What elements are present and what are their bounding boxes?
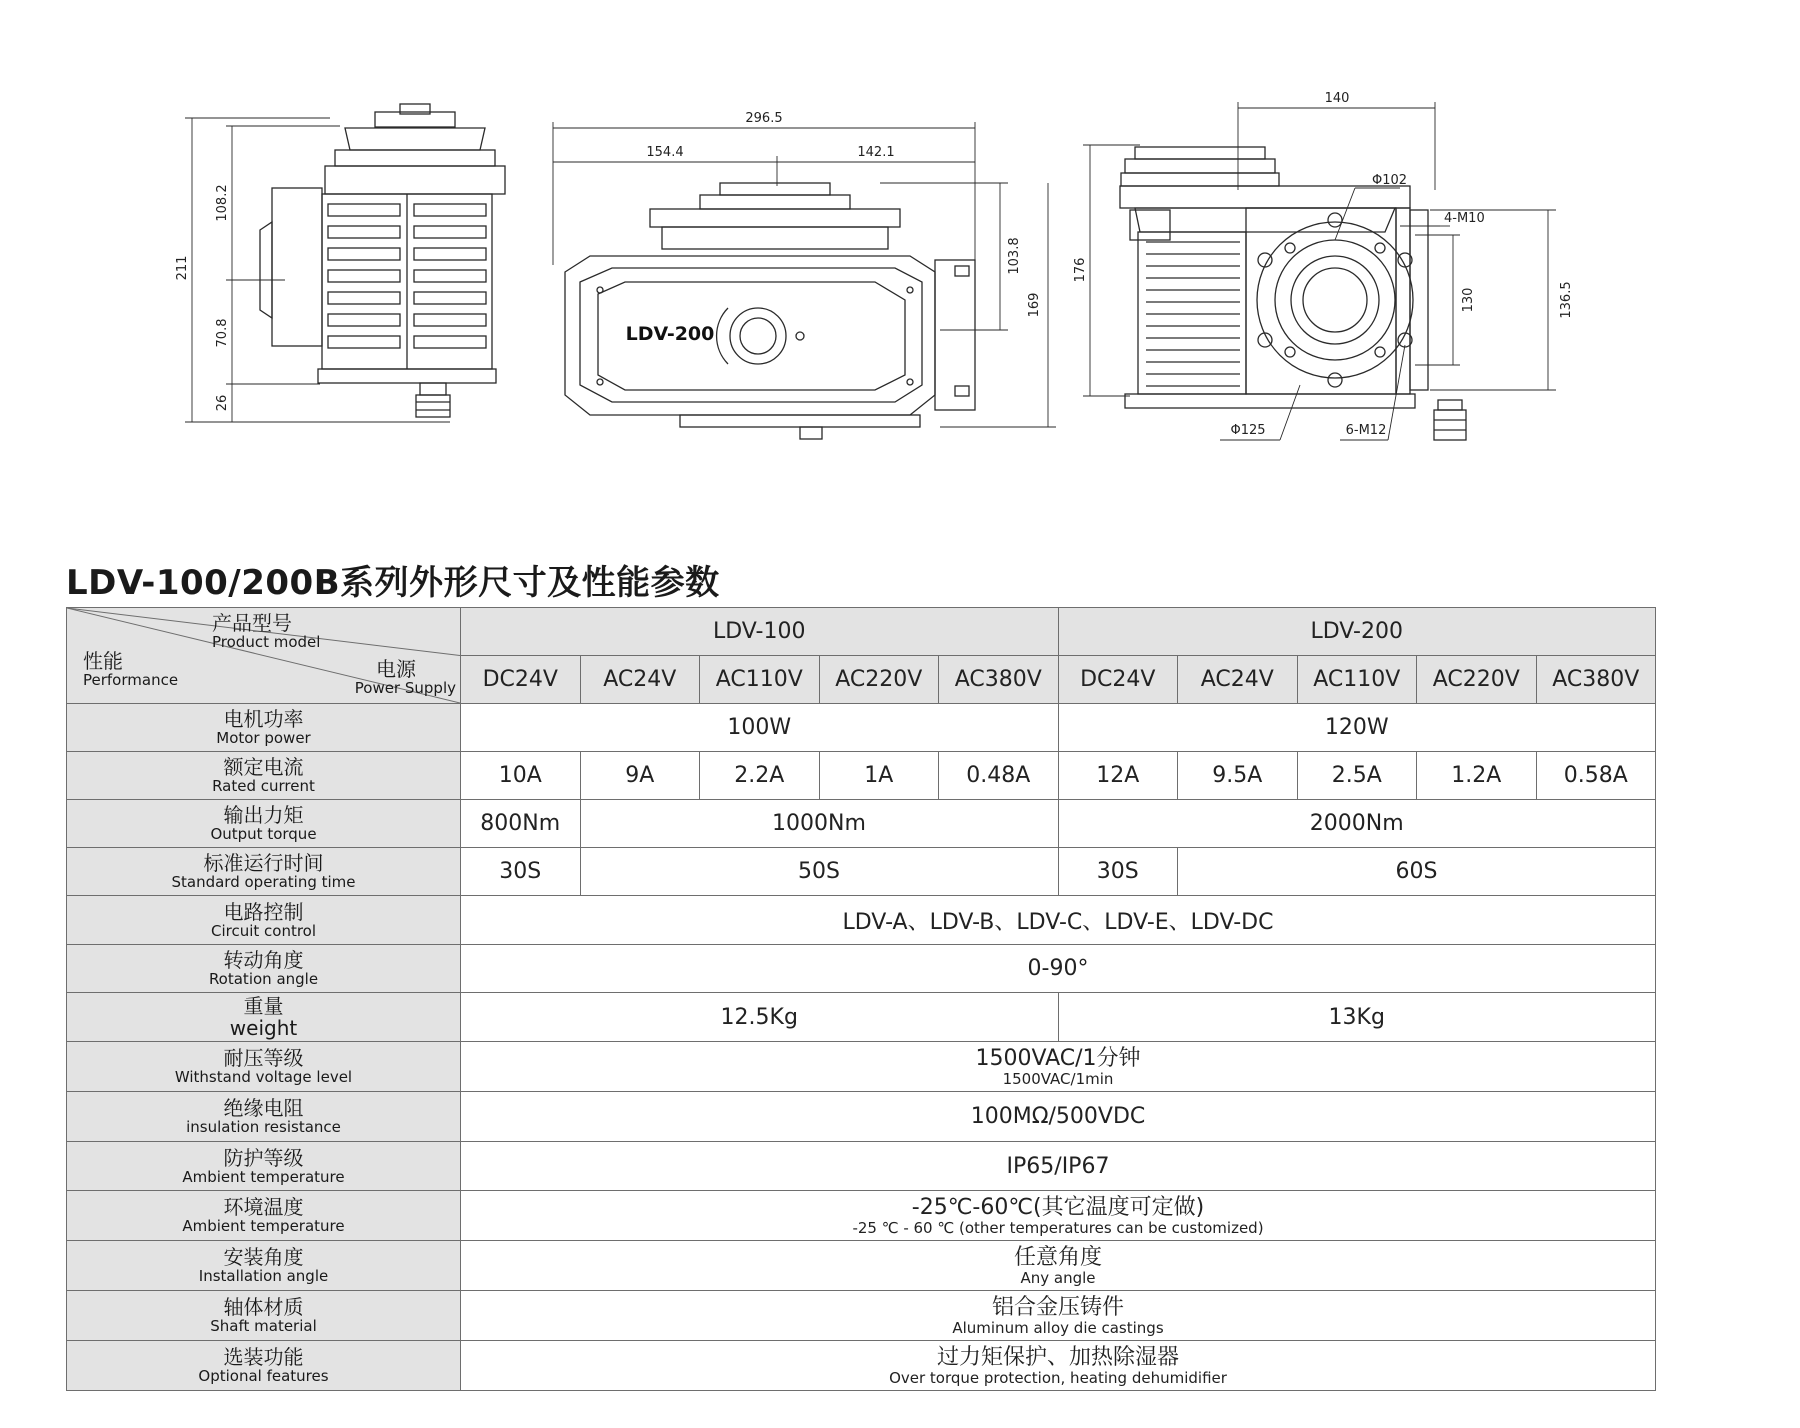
table-cell: -25℃-60℃(其它温度可定做) -25 ℃ - 60 ℃ (other temperatures can be customized) bbox=[461, 1191, 1656, 1241]
table-cell: 100MΩ/500VDC bbox=[461, 1092, 1656, 1142]
table-cell: 0-90° bbox=[461, 945, 1656, 993]
header-corner-cell bbox=[67, 608, 461, 704]
table-cell: 120W bbox=[1058, 704, 1656, 752]
row-label: 耐压等级 Withstand voltage level bbox=[67, 1042, 461, 1092]
dim-phi125: Φ125 bbox=[1230, 423, 1266, 438]
row-label: 安装角度 Installation angle bbox=[67, 1241, 461, 1291]
dim-211: 211 bbox=[175, 255, 190, 281]
voltage-header: DC24V bbox=[461, 656, 581, 704]
table-cell: 2.2A bbox=[700, 752, 820, 800]
row-motor-power bbox=[67, 704, 1656, 752]
row-label: 电机功率 Motor power bbox=[67, 704, 461, 752]
voltage-header: AC380V bbox=[1536, 656, 1656, 704]
front-view-drawing bbox=[565, 183, 975, 439]
row-protection-level bbox=[67, 1142, 1656, 1191]
voltage-header: AC220V bbox=[819, 656, 939, 704]
row-label: 重量 weight bbox=[67, 993, 461, 1042]
dim-130: 130 bbox=[1461, 287, 1476, 313]
table-cell: 30S bbox=[1058, 848, 1178, 896]
row-optional-features bbox=[67, 1341, 1656, 1391]
table-cell: 13Kg bbox=[1058, 993, 1656, 1042]
front-view-model-label: LDV-200 bbox=[625, 323, 715, 345]
row-label: 环境温度 Ambient temperature bbox=[67, 1191, 461, 1241]
table-cell: 2000Nm bbox=[1058, 800, 1656, 848]
dim-6-m12: 6-M12 bbox=[1345, 423, 1387, 438]
table-cell: 800Nm bbox=[461, 800, 581, 848]
row-rotation-angle bbox=[67, 945, 1656, 993]
row-label: 轴体材质 Shaft material bbox=[67, 1291, 461, 1341]
table-cell: 2.5A bbox=[1297, 752, 1417, 800]
table-cell: 30S bbox=[461, 848, 581, 896]
product-model-label: 产品型号 Product model bbox=[212, 611, 321, 651]
dim-136-5: 136.5 bbox=[1559, 281, 1574, 319]
dim-phi102: Φ102 bbox=[1372, 173, 1408, 188]
table-cell: 9.5A bbox=[1178, 752, 1298, 800]
table-cell: 1000Nm bbox=[580, 800, 1058, 848]
spec-table bbox=[66, 607, 1656, 1391]
voltage-header: AC110V bbox=[700, 656, 820, 704]
row-label: 标准运行时间 Standard operating time bbox=[67, 848, 461, 896]
table-cell: 0.58A bbox=[1536, 752, 1656, 800]
dim-140: 140 bbox=[1324, 91, 1350, 106]
voltage-header: DC24V bbox=[1058, 656, 1178, 704]
group-ldv-200: LDV-200 bbox=[1058, 608, 1656, 656]
left-side-view-drawing bbox=[260, 104, 505, 417]
row-label: 绝缘电阻 insulation resistance bbox=[67, 1092, 461, 1142]
table-cell: 1A bbox=[819, 752, 939, 800]
row-insulation-resistance bbox=[67, 1092, 1656, 1142]
row-circuit-control bbox=[67, 896, 1656, 945]
row-label: 电路控制 Circuit control bbox=[67, 896, 461, 945]
row-label: 输出力矩 Output torque bbox=[67, 800, 461, 848]
dim-176: 176 bbox=[1073, 257, 1088, 283]
power-supply-label: 电源 Power Supply bbox=[354, 657, 456, 697]
voltage-header: AC380V bbox=[939, 656, 1059, 704]
row-output-torque bbox=[67, 800, 1656, 848]
table-cell: 0.48A bbox=[939, 752, 1059, 800]
row-label: 额定电流 Rated current bbox=[67, 752, 461, 800]
row-operating-time bbox=[67, 848, 1656, 896]
right-side-view-drawing bbox=[1120, 147, 1466, 440]
table-cell: 10A bbox=[461, 752, 581, 800]
table-cell: 50S bbox=[580, 848, 1058, 896]
row-label: 防护等级 Ambient temperature bbox=[67, 1142, 461, 1191]
table-cell: 9A bbox=[580, 752, 700, 800]
table-cell: 任意角度 Any angle bbox=[461, 1241, 1656, 1291]
row-withstand-voltage bbox=[67, 1042, 1656, 1092]
row-label: 转动角度 Rotation angle bbox=[67, 945, 461, 993]
voltage-header: AC220V bbox=[1417, 656, 1537, 704]
dim-103-8: 103.8 bbox=[1007, 237, 1022, 275]
row-label: 选装功能 Optional features bbox=[67, 1341, 461, 1391]
row-shaft-material bbox=[67, 1291, 1656, 1341]
header-row-models bbox=[67, 608, 1656, 656]
table-cell: 60S bbox=[1178, 848, 1656, 896]
table-cell: 1500VAC/1分钟 1500VAC/1min bbox=[461, 1042, 1656, 1092]
dim-26: 26 bbox=[215, 394, 230, 412]
dim-70-8: 70.8 bbox=[215, 318, 230, 348]
dim-108-2: 108.2 bbox=[215, 184, 230, 222]
dim-4-m10: 4-M10 bbox=[1444, 211, 1485, 226]
voltage-header: AC24V bbox=[580, 656, 700, 704]
voltage-header: AC110V bbox=[1297, 656, 1417, 704]
table-cell: IP65/IP67 bbox=[461, 1142, 1656, 1191]
table-cell: 过力矩保护、加热除湿器 Over torque protection, heating dehumidifier bbox=[461, 1341, 1656, 1391]
dim-296-5: 296.5 bbox=[745, 111, 783, 126]
dim-169: 169 bbox=[1027, 292, 1042, 318]
group-ldv-100: LDV-100 bbox=[461, 608, 1059, 656]
row-rated-current bbox=[67, 752, 1656, 800]
performance-label: 性能 Performance bbox=[83, 649, 179, 689]
row-ambient-temperature bbox=[67, 1191, 1656, 1241]
voltage-header: AC24V bbox=[1178, 656, 1298, 704]
table-cell: LDV-A、LDV-B、LDV-C、LDV-E、LDV-DC bbox=[461, 896, 1656, 945]
table-cell: 铝合金压铸件 Aluminum alloy die castings bbox=[461, 1291, 1656, 1341]
row-weight bbox=[67, 993, 1656, 1042]
table-cell: 100W bbox=[461, 704, 1059, 752]
page-title: LDV-100/200B系列外形尺寸及性能参数 bbox=[66, 563, 720, 603]
table-cell: 12A bbox=[1058, 752, 1178, 800]
table-cell: 1.2A bbox=[1417, 752, 1537, 800]
dim-142-1: 142.1 bbox=[857, 145, 895, 160]
technical-drawings bbox=[0, 0, 1800, 520]
row-installation-angle bbox=[67, 1241, 1656, 1291]
table-cell: 12.5Kg bbox=[461, 993, 1059, 1042]
dim-154-4: 154.4 bbox=[646, 145, 684, 160]
